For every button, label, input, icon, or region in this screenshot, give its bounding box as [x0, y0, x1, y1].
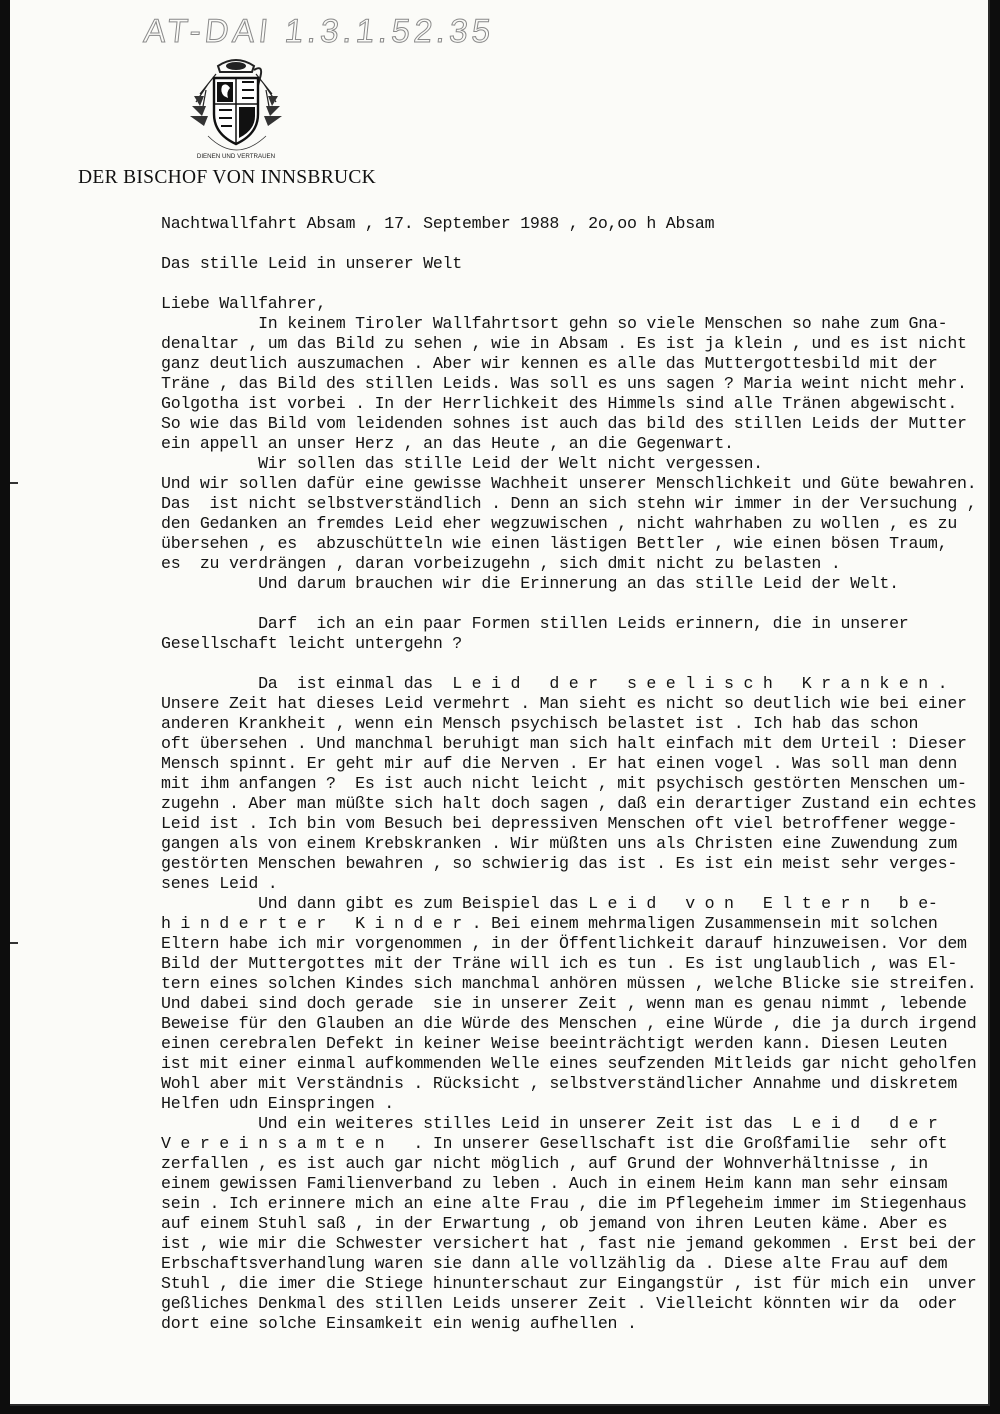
margin-mark	[10, 482, 18, 484]
text-line: Bild der Muttergottes mit der Träne will ich es tun . Es ist unglaublich , was El-	[161, 954, 958, 973]
text-line: ganz deutlich auszumachen . Aber wir kennen es alle das Muttergottesbild mit der	[161, 354, 938, 373]
text-line: senes Leid .	[161, 874, 278, 893]
letterhead-title: DER BISCHOF VON INNSBRUCK	[78, 167, 377, 188]
text-line: Erbschaftsverhandlung waren sie dann alle vollzählig da . Diese alte Frau auf dem	[161, 1254, 948, 1273]
text-line: Nachtwallfahrt Absam , 17. September 1988 , 2o,oo h Absam	[161, 214, 715, 233]
text-line: einem gewissen Familienverband zu leben . Auch in einem Heim kann man sehr einsam	[161, 1174, 948, 1193]
text-line: oft übersehen . Und manchmal beruhigt man sich halt einfach mit dem Urteil : Dieser	[161, 734, 967, 753]
text-line: Mensch spinnt. Er geht mir auf die Nerven . Er hat einen vogel . Was soll man denn	[161, 754, 958, 773]
blank-line	[161, 654, 1000, 674]
text-line: Und darum brauchen wir die Erinnerung an das stille Leid der Welt.	[161, 574, 899, 593]
text-line: geßliches Denkmal des stillen Leids unserer Zeit . Vielleicht könnten wir da oder	[161, 1294, 958, 1313]
margin-mark	[10, 942, 18, 944]
text-line: Stuhl , die imer die Stiege hinunterschaut zur Eingangstür , ist für mich ein unver	[161, 1274, 977, 1293]
archive-reference-stamp: AT-DAI 1.3.1.52.35	[142, 12, 497, 49]
text-line: tern eines solchen Kindes sich manchmal anhören müssen , welche Blicke sie streifen.	[161, 974, 977, 993]
text-line: Wohl aber mit Verständnis . Rücksicht , selbstverständlicher Annahme und diskretem	[161, 1074, 958, 1093]
text-line: anderen Krankheit , wenn ein Mensch psychisch belastet ist . Ich hab das schon	[161, 714, 919, 733]
text-line: Wir sollen das stille Leid der Welt nicht vergessen.	[161, 454, 763, 473]
text-line: ist mit einer einmal aufkommenden Welle eines seufzenden Mitleids gar nicht geholfen	[161, 1054, 977, 1073]
text-line: Eltern habe ich mir vorgenommen , in der Öffentlichkeit darauf hinzuweisen. Vor dem	[161, 934, 967, 953]
text-line: Golgotha ist vorbei . In der Herrlichkeit des Himmels sind alle Tränen abgewischt.	[161, 394, 958, 413]
text-line: gangen als von einem Krebskranken . Wir müßten uns als Christen eine Zuwendung zum	[161, 834, 958, 853]
letter-body	[161, 214, 1000, 1334]
text-line: Darf ich an ein paar Formen stillen Leids erinnern, die in unserer	[161, 614, 909, 633]
text-line: übersehen , es abzuschütteln wie einen lästigen Bettler , wie einen bösen Traum,	[161, 534, 948, 553]
text-line: mit ihm anfangen ? Es ist auch nicht leicht , mit psychisch gestörten Menschen um-	[161, 774, 967, 793]
text-line: ein appell an unser Herz , an das Heute , an die Gegenwart.	[161, 434, 734, 453]
text-line: ist , wie mir die Schwester versichert hat , fast nie jemand gekommen . Erst bei der	[161, 1234, 977, 1253]
text-line: Und dann gibt es zum Beispiel das L e i d v o n E l t e r n b e-	[161, 894, 938, 913]
text-line: Und dabei sind doch gerade sie in unserer Zeit , wenn man es genau nimmt , lebende	[161, 994, 967, 1013]
text-line: Und ein weiteres stilles Leid in unserer Zeit ist das L e i d d e r	[161, 1114, 938, 1133]
text-line: Das stille Leid in unserer Welt	[161, 254, 462, 273]
blank-line	[161, 594, 1000, 614]
text-line: sein . Ich erinnere mich an eine alte Frau , die im Pflegeheim immer im Stiegenhaus	[161, 1194, 967, 1213]
text-line: Leid ist . Ich bin vom Besuch bei depressiven Menschen oft viel betroffener wegge-	[161, 814, 958, 833]
text-line: Und wir sollen dafür eine gewisse Wachheit unserer Menschlichkeit und Güte bewahren.	[161, 474, 977, 493]
letter-page	[10, 0, 990, 1406]
text-line: So wie das Bild vom leidenden sohnes ist auch das bild des stillen Leids der Mutter	[161, 414, 967, 433]
text-line: h i n d e r t e r K i n d e r . Bei einem mehrmaligen Zusammensein mit solchen	[161, 914, 938, 933]
blank-line	[161, 274, 1000, 294]
text-line: Da ist einmal das L e i d d e r s e e l i s c h K r a n k e n .	[161, 674, 948, 693]
text-line: Das ist nicht selbstverständlich . Denn an sich stehn wir immer in der Versuchung ,	[161, 494, 977, 513]
text-line: gestörten Menschen bewahren , so schwierig das ist . Es ist ein meist sehr verges-	[161, 854, 958, 873]
text-line: den Gedanken an fremdes Leid eher wegzuwischen , nicht wahrhaben zu wollen , es zu	[161, 514, 958, 533]
text-line: Gesellschaft leicht untergehn ?	[161, 634, 462, 653]
text-line: V e r e i n s a m t e n . In unserer Gesellschaft ist die Großfamilie sehr oft	[161, 1134, 948, 1153]
bishop-coat-of-arms-icon	[186, 52, 286, 164]
blank-line	[161, 234, 1000, 254]
text-line: dort eine solche Einsamkeit ein wenig aufhellen .	[161, 1314, 637, 1333]
text-line: Träne , das Bild des stillen Leids. Was soll es uns sagen ? Maria weint nicht mehr.	[161, 374, 967, 393]
text-line: auf einem Stuhl saß , in der Erwartung , ob jemand von ihren Leuten käme. Aber es	[161, 1214, 948, 1233]
text-line: Liebe Wallfahrer,	[161, 294, 327, 313]
text-line: denaltar , um das Bild zu sehen , wie in Absam . Es ist ja klein , und es ist nicht	[161, 334, 967, 353]
text-line: Beweise für den Glauben an die Würde des Menschen , eine Würde , die ja durch irgend	[161, 1014, 977, 1033]
crest-motto: DIENEN UND VERTRAUEN	[196, 153, 276, 160]
text-line: zugehn . Aber man müßte sich halt doch sagen , daß ein derartiger Zustand ein echtes	[161, 794, 977, 813]
text-line: einen cerebralen Defekt in keiner Weise beeinträchtigt werden kann. Diesen Leuten	[161, 1034, 948, 1053]
text-line: Unsere Zeit hat dieses Leid vermehrt . Man sieht es nicht so deutlich wie bei einer	[161, 694, 967, 713]
text-line: es zu verdrängen , daran vorbeizugehn , sich dmit nicht zu belasten .	[161, 554, 841, 573]
text-line: zerfallen , es ist auch gar nicht möglich , auf Grund der Wohnverhältnisse , in	[161, 1154, 928, 1173]
text-line: In keinem Tiroler Wallfahrtsort gehn so viele Menschen so nahe zum Gna-	[161, 314, 948, 333]
text-line: Helfen udn Einspringen .	[161, 1094, 394, 1113]
